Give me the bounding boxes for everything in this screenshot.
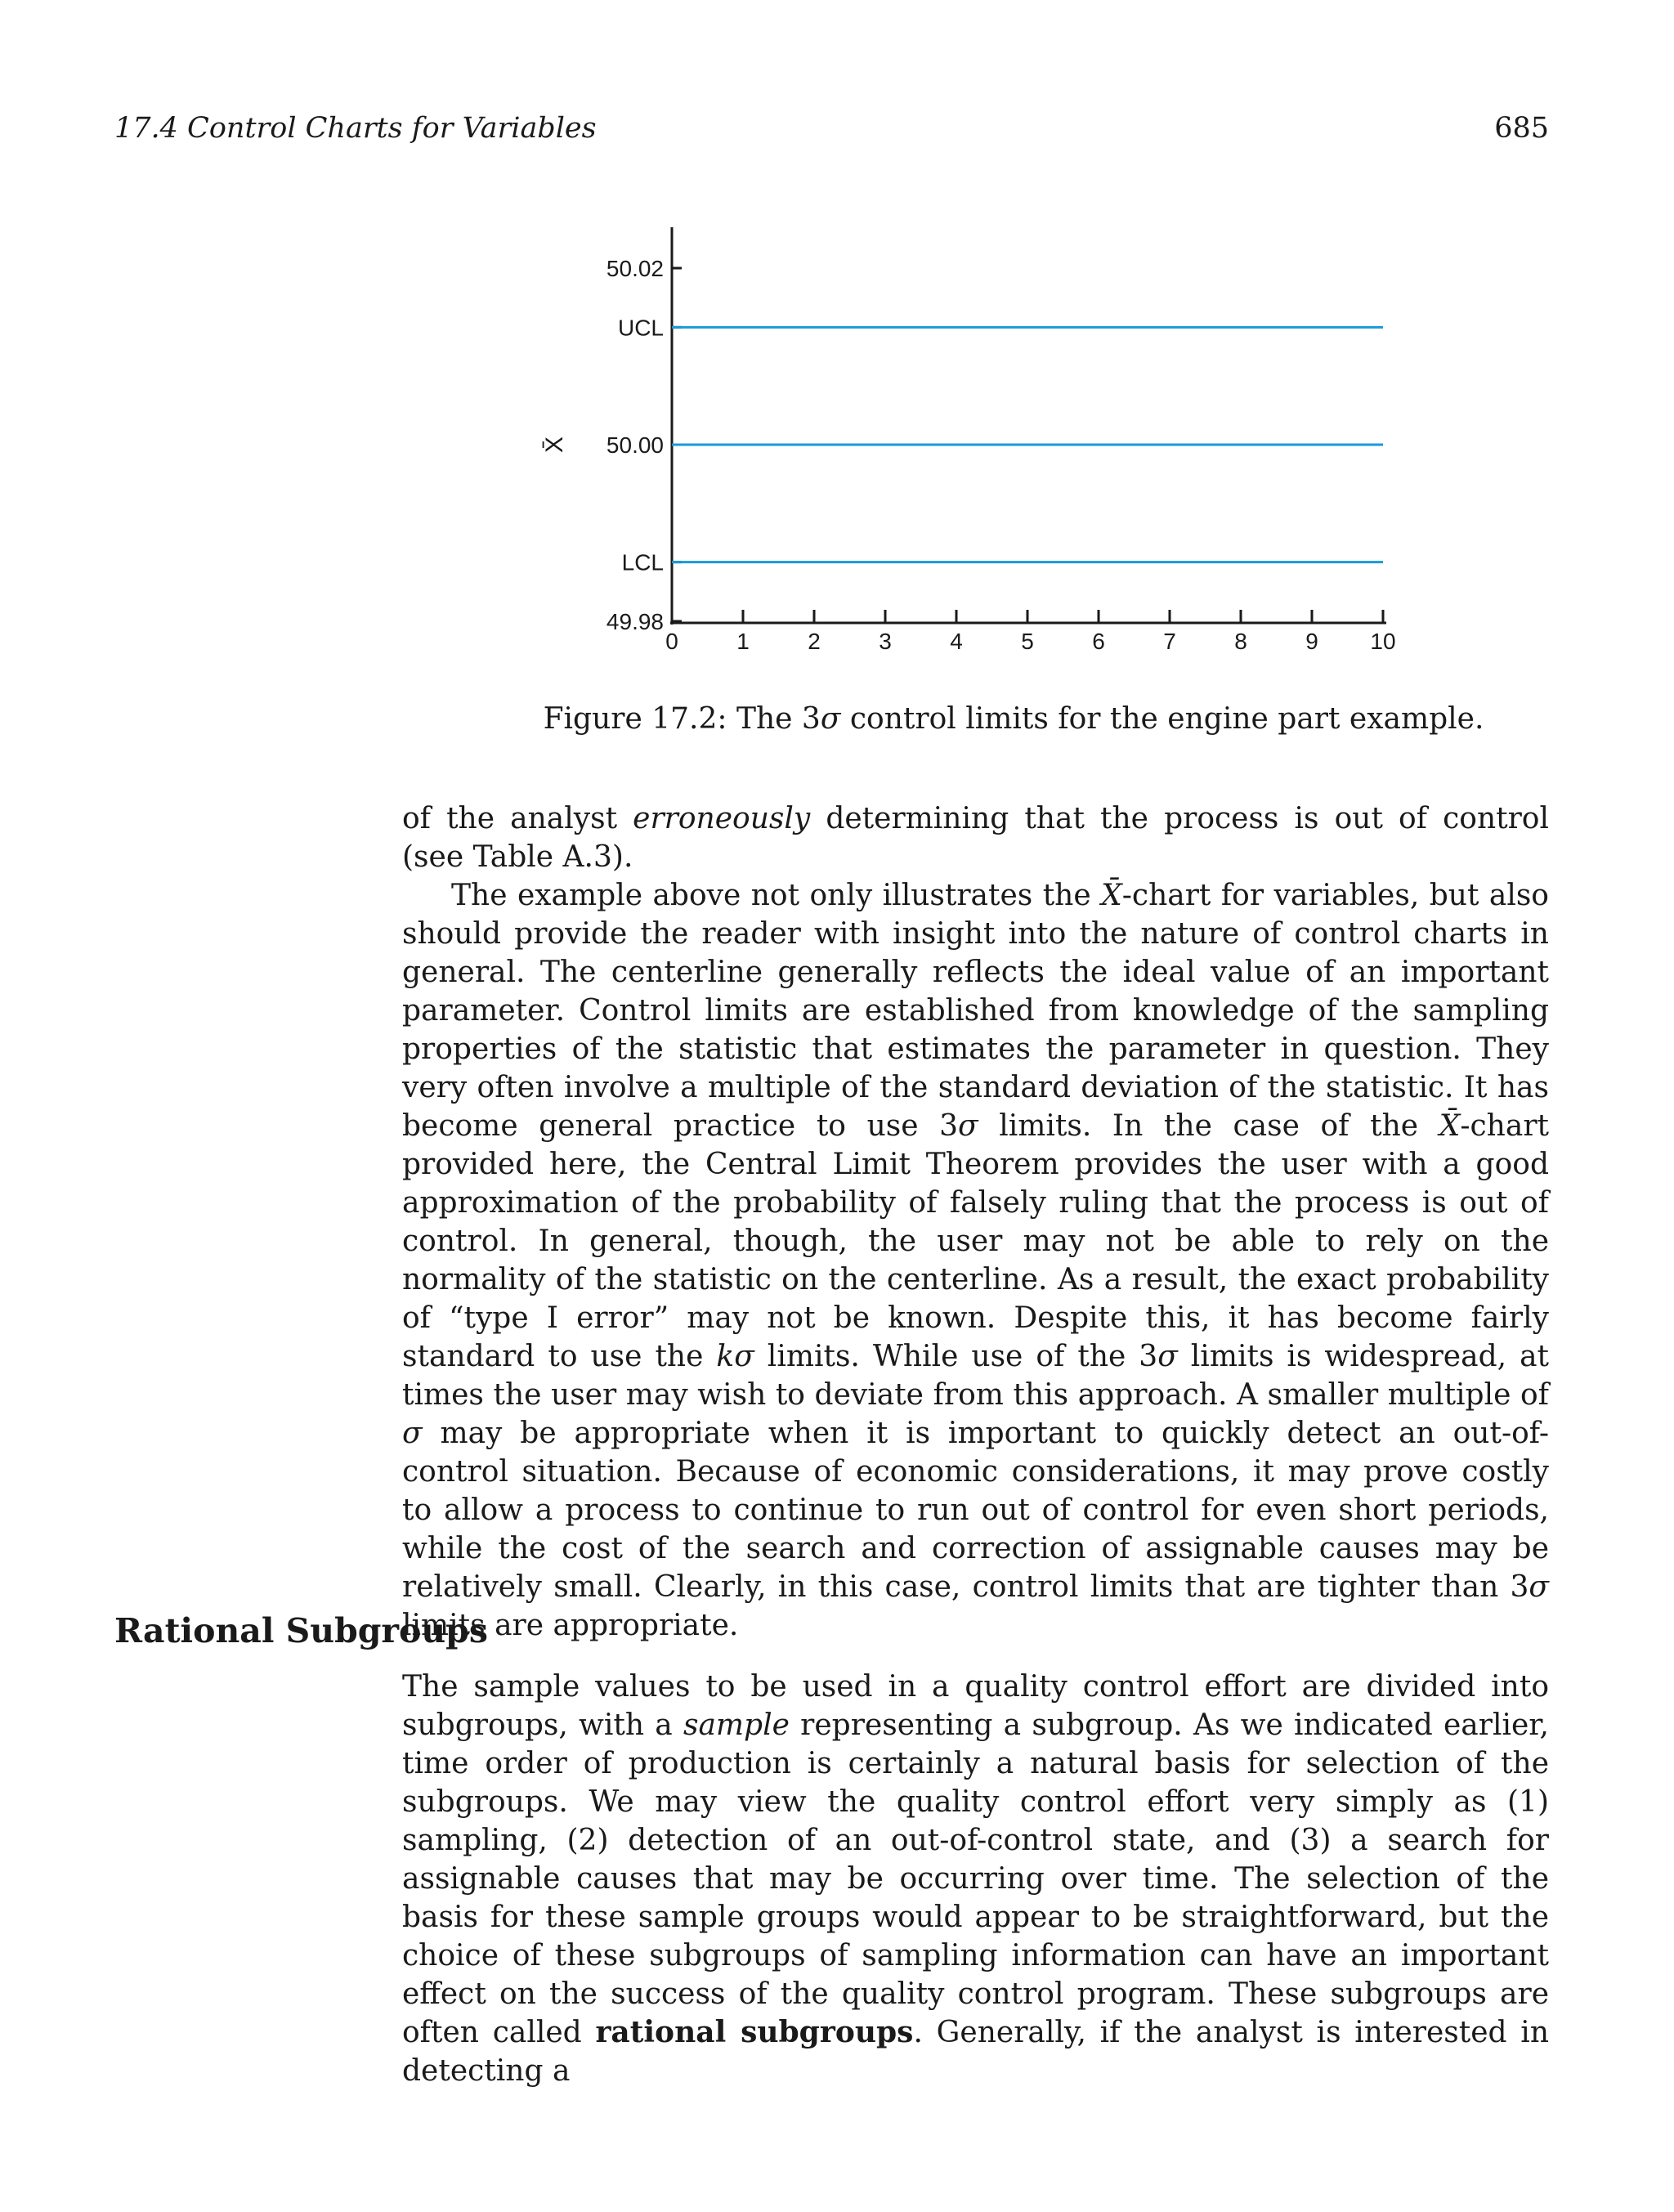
x-tick-label: 4	[950, 629, 963, 654]
term-rational-subgroups: rational subgroups	[595, 2015, 914, 2049]
figure-caption	[401, 699, 1627, 740]
emphasis-erroneously: erroneously	[633, 802, 811, 835]
x-tick-label: 10	[1370, 629, 1396, 654]
chart-axes	[670, 227, 1386, 625]
paragraph-control-charts: The example above not only illustrates the X̄-chart for variables, but also should provide the reader with insight into the nature of control charts in general. The centerline generally reflects the ideal value of an important parameter. Control limits are established from knowledge of the sampling properties of the statistic that estimates the parameter in question. They very often involve a multiple of the standard deviation of the statistic. It has become general practice to use 3σ limits. In the case of the X̄-chart provided here, the Central Limit Theorem provides the user with a good approximation of the probability of falsely ruling that the process is out of control. In general, though, the user may not be able to rely on the normality of the statistic on the centerline. As a result, the exact probability of “type I error” may not be known. Despite this, it has become fairly standard to use the kσ limits. While use of the 3σ limits is widespread, at times the user may wish to deviate from this approach. A smaller multiple of σ may be appropriate when it is important to quickly detect an out-of-control situation. Because of economic considerations, it may prove costly to allow a process to continue to run out of control for even short periods, while the cost of the search and correction of assignable causes may be relatively small. Clearly, in this case, control limits that are tighter than 3σ limits are appropriate.	[402, 879, 1549, 1642]
emphasis-sample: sample	[683, 1708, 790, 1742]
x-tick-label: 2	[808, 629, 821, 654]
sigma-symbol: σ	[1529, 1570, 1549, 1604]
page-number: 685	[1494, 112, 1549, 145]
x-tick-label: 9	[1305, 629, 1318, 654]
y-tick-label: 50.00	[606, 432, 664, 458]
y-tick-label: UCL	[617, 315, 664, 341]
x-tick-label: 7	[1163, 629, 1176, 654]
figure-label: Figure 17.2:	[543, 702, 727, 736]
y-tick-label: 50.02	[606, 256, 664, 281]
caption-text-end: control limits for the engine part example.	[840, 702, 1484, 736]
caption-text-start: The 3	[736, 702, 821, 736]
x-ticks	[665, 610, 1395, 654]
running-head	[114, 108, 1549, 149]
body-text-upper	[402, 799, 1549, 1645]
x-tick-label: 3	[879, 629, 892, 654]
section-heading: Rational Subgroups	[114, 1611, 488, 1650]
y-tick-label: 49.98	[606, 609, 664, 634]
y-tick-label: LCL	[621, 549, 664, 575]
sigma-symbol: σ	[958, 1109, 978, 1143]
x-tick-label: 5	[1021, 629, 1034, 654]
control-chart	[531, 213, 1430, 670]
section-header: 17.4 Control Charts for Variables	[114, 112, 597, 145]
sigma-symbol: σ	[1157, 1340, 1178, 1373]
y-ticks	[606, 256, 682, 634]
x-tick-label: 6	[1092, 629, 1105, 654]
sigma-symbol: σ	[820, 702, 841, 736]
paragraph-continuation: of the analyst erroneously determining that the process is out of control (see Table A.3).	[402, 802, 1549, 874]
x-tick-label: 8	[1234, 629, 1247, 654]
xbar-symbol: X̄	[1101, 879, 1122, 912]
paragraph-rational-subgroups: The sample values to be used in a quality control effort are divided into subgroups, with a sample representing a subgroup. As we indicated earlier, time order of production is certainly a natural basis for selection of the subgroups. We may view the quality control effort very simply as (1) sampling, (2) detection of an out-of-control state, and (3) a search for assignable causes that may be occurring over time. The selection of the basis for these sample groups would appear to be straightforward, but the choice of these subgroups of sampling information can have an important effect on the success of the quality control program. These subgroups are often called rational subgroups. Generally, if the analyst is interested in detecting a	[402, 1670, 1550, 2088]
sigma-symbol: σ	[402, 1417, 423, 1450]
xbar-symbol: X̄	[1439, 1109, 1461, 1143]
body-text-lower	[402, 1668, 1549, 2090]
x-tick-label: 0	[665, 629, 678, 654]
y-axis-label: X̄	[541, 436, 568, 454]
k-sigma-symbol: kσ	[716, 1340, 754, 1373]
control-limit-lines	[672, 327, 1383, 562]
x-tick-label: 1	[736, 629, 750, 654]
